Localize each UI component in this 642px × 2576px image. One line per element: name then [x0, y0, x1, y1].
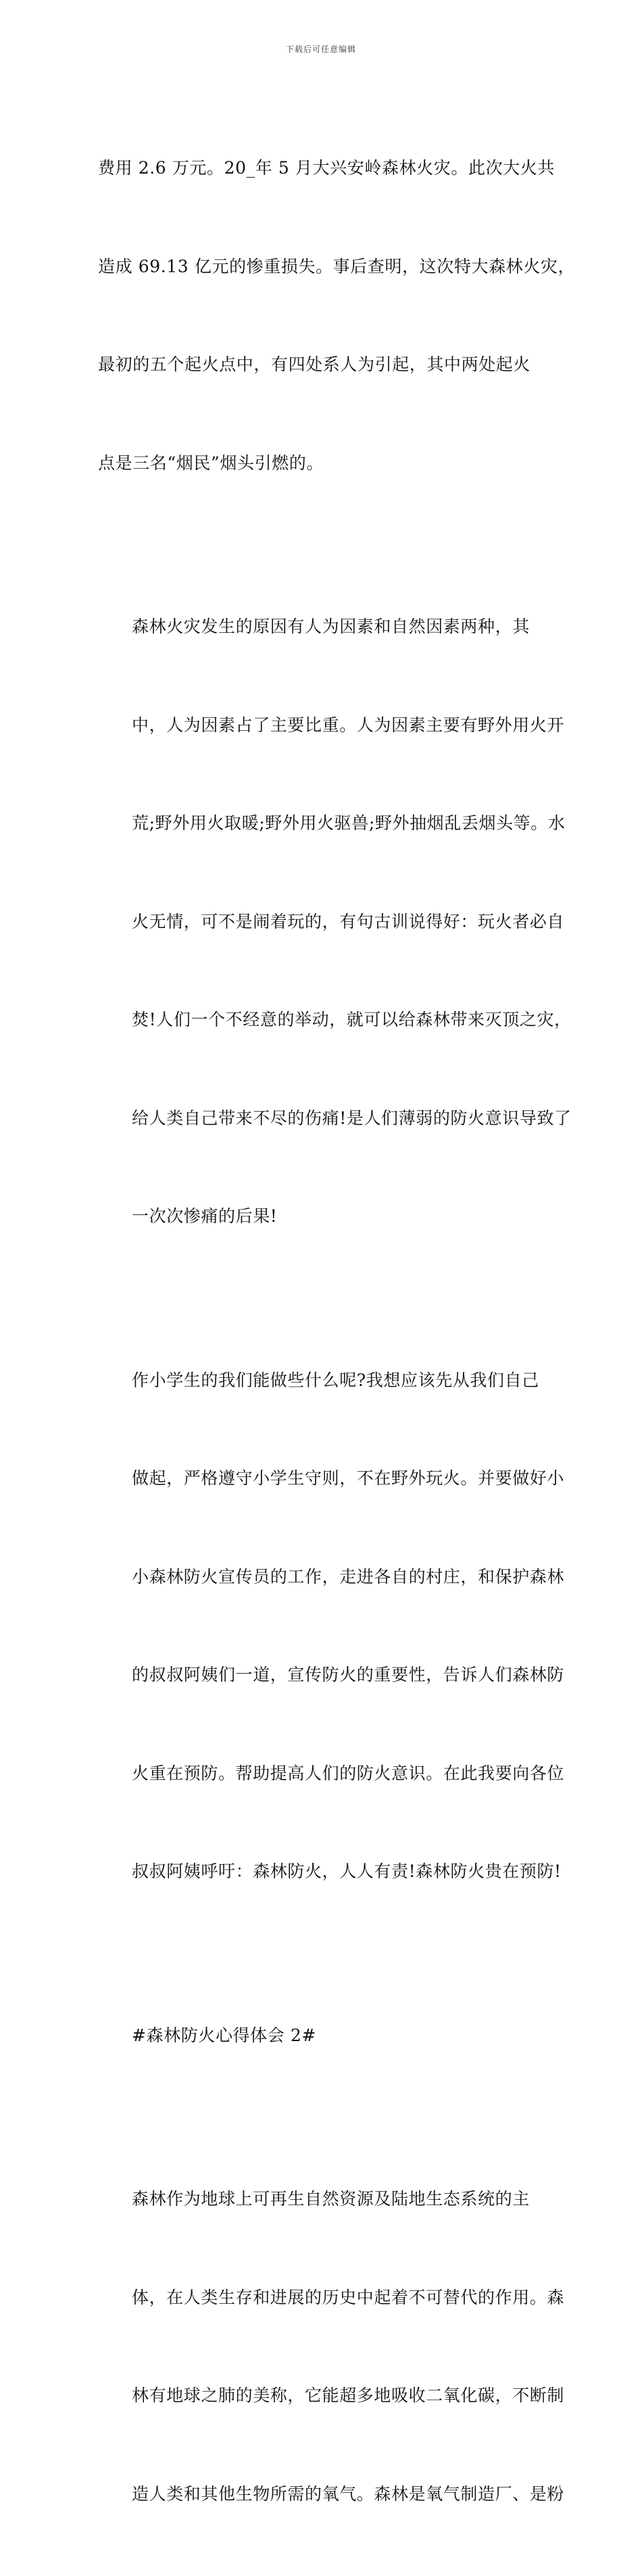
text-line: 体，在人类生存和进展的历史中起着不可替代的作用。森	[132, 2287, 565, 2307]
text-line: 最初的五个起火点中，有四处系人为引起，其中两处起火	[98, 355, 531, 374]
text-line: 小森林防火宣传员的工作，走进各自的村庄，和保护森林	[132, 1566, 565, 1587]
paragraph	[98, 545, 572, 1299]
document-body	[98, 86, 576, 2576]
paragraph	[98, 2117, 565, 2576]
text-line: 造人类和其他生物所需的氧气。森林是氧气制造厂、是粉	[132, 2483, 565, 2504]
text-line: 林有地球之肺的美称，它能超多地吸收二氧化碳，不断制	[132, 2386, 565, 2405]
text-line: 作小学生的我们能做些什么呢?我想应该先从我们自己	[132, 1370, 539, 1390]
text-line: 费用 2.6 万元。20_年 5 月大兴安岭森林火灾。此次大火共	[98, 158, 555, 178]
text-line: 叔叔阿姨呼吁：森林防火，人人有责!森林防火贵在预防!	[132, 1861, 562, 1881]
text-line: 点是三名“烟民”烟头引燃的。	[98, 453, 324, 473]
text-line: 荒;野外用火取暖;野外用火驱兽;野外抽烟乱丢烟头等。水	[132, 813, 566, 833]
page-header: 下载后可任意编辑	[285, 45, 356, 54]
text-line: 火无情，可不是闹着玩的，有句古训说得好：玩火者必自	[132, 911, 565, 931]
paragraph	[98, 1299, 565, 1954]
text-line: 一次次惨痛的后果!	[132, 1206, 278, 1226]
text-line: 森林火灾发生的原因有人为因素和自然因素两种，其	[132, 617, 530, 636]
paragraph	[98, 86, 576, 545]
text-line: 焚!人们一个不经意的举动，就可以给森林带来灭顶之灾，	[132, 1010, 572, 1029]
text-line: 给人类自己带来不尽的伤痛!是人们薄弱的防火意识导致了	[132, 1108, 572, 1128]
text-line: 造成 69.13 亿元的惨重损失。事后查明，这次特大森林火灾，	[98, 256, 576, 276]
text-line: 做起，严格遵守小学生守则，不在野外玩火。并要做好小	[132, 1468, 565, 1488]
heading-line: #森林防火心得体会 2#	[132, 2025, 316, 2045]
text-line: 的叔叔阿姨们一道，宣传防火的重要性，告诉人们森林防	[132, 1665, 565, 1684]
text-line: 森林作为地球上可再生自然资源及陆地生态系统的主	[132, 2189, 530, 2209]
text-line: 火重在预防。帮助提高人们的防火意识。在此我要向各位	[132, 1763, 565, 1783]
section-heading	[98, 1954, 552, 2118]
text-line: 中，人为因素占了主要比重。人为因素主要有野外用火开	[132, 715, 565, 735]
